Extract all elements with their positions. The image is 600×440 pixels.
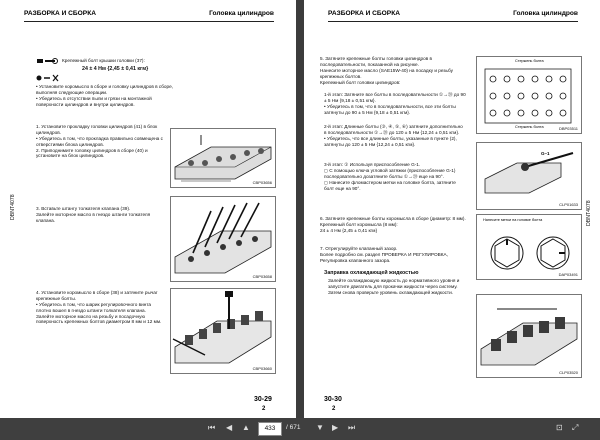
- page-down-icon[interactable]: ▼: [316, 423, 324, 432]
- right-header: [328, 10, 578, 20]
- stage-3: 3-й этап: ① Используя приспособление G-1. ◻ С помощью ключа угловой затяжки (приспособление G-1) последовательно дозатяните болты ①→⑳ еще на 90°. ◻ Нанесите фломастером метки на головке болта, затяните болт еще на 90°.: [324, 162, 456, 191]
- push-rod-figure: [170, 196, 276, 282]
- figure-code: CBP03660: [252, 366, 272, 371]
- figure-code: CBP03658: [252, 274, 272, 279]
- left-header-rule: [24, 21, 274, 22]
- page-mark: 2: [332, 406, 336, 412]
- angle-wrench-figure: [476, 142, 582, 210]
- step-3: 3. Вставьте штангу толкателя клапана (39). Залейте моторное масло в гнездо штанги толкателя клапана.: [36, 206, 151, 223]
- step-7: 7. Отрегулируйте клапанный зазор. Более подробно см. раздел ПРОВЕРКА И РЕГУЛИРОВКА, Регулировка клапанного зазора.: [320, 246, 448, 263]
- prev-page-icon[interactable]: ◀: [226, 423, 233, 432]
- left-page: [0, 0, 296, 418]
- figure-code: DBP03511: [558, 126, 578, 131]
- page-up-icon[interactable]: ▲: [242, 423, 250, 432]
- right-page: [304, 0, 600, 418]
- first-page-icon[interactable]: ⏮: [208, 423, 216, 432]
- step-1-2: 1. Установите прокладку головки цилиндров (41) в блок цилиндров. • Убедитесь в том, что прокладка правильно совмещена с отверстиями блока цилиндров. 2. Приподнимите головку цилиндров в сборе (40) и установите на блок цилиндров.: [36, 124, 163, 159]
- bolt-sequence-label-top: Стержень болта: [515, 59, 544, 63]
- stage-2: 2-й этап: Длинные болты (③, ④, ⑤, ⑥) затяните дополнительно в последовательности ①→⑳ до 120 ± 5 Нм {12,24 ± 0,51 кгм}. • Убедитесь, что все длинные болты, указанные в пункте (2), затянуты до 120 ± 5 Нм {12,24 ± 0,51 кгм}.: [324, 124, 463, 147]
- angle-wrench-illustration: [477, 143, 581, 209]
- step-5: 5. Затяните крепежные болты головки цилиндров в последовательности, показанной на рисунке. Нанесите моторное масло (SAE15W-40) на посадку и резьбу крепежных болтов. Крепежный болт головки цилиндров:: [320, 56, 453, 85]
- page-number: 30-30: [324, 396, 342, 403]
- coolant-fill-figure: [476, 294, 582, 378]
- figure-code: DAP03491: [558, 272, 578, 277]
- current-page-input[interactable]: 433: [258, 422, 282, 436]
- right-header-topic: Головка цилиндров: [513, 10, 578, 17]
- page-number: 30-29: [254, 396, 272, 403]
- bolt-sequence-figure: [476, 56, 582, 134]
- rocker-arm-figure: [170, 288, 276, 374]
- bolt-sequence-diagram: [477, 57, 581, 133]
- total-pages: / 671: [286, 424, 301, 431]
- push-rod-illustration: [171, 197, 275, 281]
- left-side-code: DBNT4078: [10, 194, 16, 220]
- torque-label: Крепежный болт крышки головки (37):: [62, 58, 145, 63]
- right-side-code: DBNT4078: [586, 200, 592, 226]
- fit-page-icon[interactable]: ⊡: [556, 423, 563, 432]
- left-header-topic: Головка цилиндров: [209, 10, 274, 17]
- coolant-refill-title: Заправка охлаждающей жидкостью: [324, 270, 419, 276]
- left-bullets: • Установите коромысло в сборе и головку цилиндров в сборе, выполняя следующие операции. • Убедитесь в отсутствии пыли и грязи на монтажной поверхности цилиндров и внутри цилиндров.: [36, 84, 174, 107]
- figure-code: CBP03656: [252, 180, 272, 185]
- bolt-head-marks-figure: [476, 214, 582, 280]
- next-page-icon[interactable]: ▶: [332, 423, 339, 432]
- step-6: 6. Затяните крепежные болты коромысла в сборе (диаметр: 8 мм). Крепежный болт коромысла (8 мм): 24 ± 4 Нм {2,45 ± 0,41 кгм}: [320, 216, 466, 233]
- torque-wrench-icon: [36, 56, 58, 66]
- cylinder-head-figure: [170, 128, 276, 188]
- right-header-rule: [328, 21, 578, 22]
- oil-can-icon: [36, 74, 66, 82]
- fullscreen-icon[interactable]: ⤢: [572, 423, 579, 432]
- rocker-arm-illustration: [171, 289, 275, 373]
- page-gutter: [296, 0, 304, 418]
- figure-code: CLP01633: [559, 202, 578, 207]
- stage-1: 1-й этап: Затяните все болты в последовательности ①→⑳ до 90 ± 5 Нм {9,18 ± 0,51 кгм}. • Убедитесь в том, что в последовательности, все эти болты затянуты до 90 ± 5 Нм {9,18 ± 0,51 кгм}.: [324, 92, 466, 115]
- coolant-refill-text: Залейте охлаждающую жидкость до нормативного уровня и запустите двигатель для прокачки жидкости через систему. Затем снова проверьте уровень охлаждающей жидкости.: [328, 278, 460, 295]
- viewer-toolbar: [0, 418, 600, 440]
- step-4: 4. Установите коромысло в сборе (38) и затяните рычаг крепежные болты. • Убедитесь в том, что шарик регулировочного винта плотно вошел в гнездо штанги толкателя клапана. Залейте моторное масло на резьбу и посадочную поверхность крепежных болтов диаметром 8 мм и 12 мм.: [36, 290, 162, 325]
- tool-label: G–1: [541, 151, 550, 156]
- last-page-icon[interactable]: ⏭: [348, 423, 356, 432]
- figure-code: CLP03520: [559, 370, 578, 375]
- left-header: [24, 10, 274, 20]
- page-mark: 2: [262, 406, 266, 412]
- bolt-marks-caption: Нанесите метки на головке болта: [483, 218, 543, 222]
- left-header-section: РАЗБОРКА И СБОРКА: [24, 10, 96, 17]
- cylinder-head-illustration: [171, 129, 275, 187]
- bolt-sequence-label-bottom: Стержень болта: [515, 125, 544, 129]
- bolt-head-marks-diagram: [477, 215, 581, 279]
- right-header-section: РАЗБОРКА И СБОРКА: [328, 10, 400, 17]
- coolant-fill-illustration: [477, 295, 581, 377]
- torque-value: 24 ± 4 Нм {2,45 ± 0,41 кгм}: [82, 66, 149, 72]
